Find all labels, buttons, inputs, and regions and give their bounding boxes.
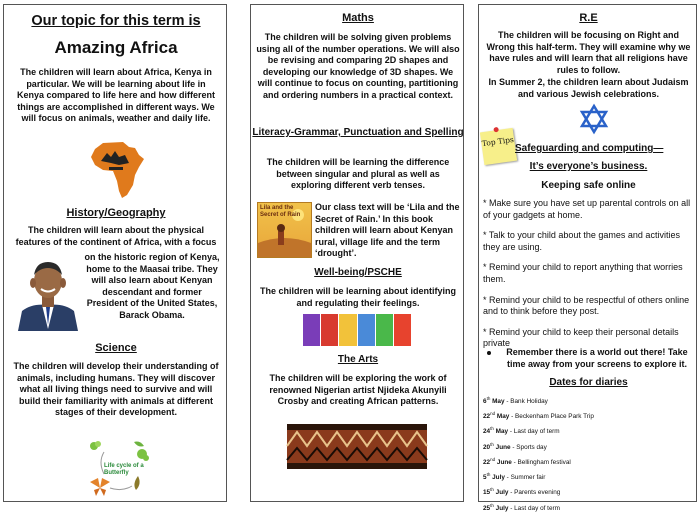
date-item: 24th May - Last day of term [483,426,560,436]
date-item: 22nd May - Beckenham Place Park Trip [483,411,594,421]
wellbeing-heading: Well-being/PSCHE [314,267,402,278]
date-item: 6th May - Bank Holiday [483,396,548,406]
history-text-1: The children will learn about the physical features of the continent of Africa, with a focus [15,225,217,247]
everyones-business-heading: It’s everyone’s business. [529,161,648,172]
science-heading: Science [95,342,137,354]
top-tips-note [480,128,517,165]
history-text-2: on the historic region of Kenya, home to the Maasai tribe. They will also learn about Kenyan descendant and former President of the United States, Barack Obama. [84,252,220,320]
star-of-david-icon [580,104,608,134]
literacy-heading: Literacy-Grammar, Punctuation and Spelling [252,127,464,138]
wellbeing-text: The children will be learning about identifying and regulating their feelings. [259,286,456,308]
history-heading: History/Geography [66,207,166,219]
remember-text: Remember there is a world out there! Take time away from your screens to explore it. [506,347,688,369]
re-text-2: In Summer 2, the children learn about Judaism and various Jewish celebrations. [488,77,689,99]
date-item: 25th July - Last day of term [483,502,560,512]
arts-heading: The Arts [337,354,379,365]
panel-topic [3,4,227,502]
science-text: The children will develop their understanding of animals, including humans. They will discover what all living things need to survive and will build their familiarity with animals at different stages of their development. [13,361,219,418]
panel-subjects [250,4,464,502]
african-pattern-image [287,424,427,469]
safeguarding-heading: Safeguarding and computing— [515,143,664,154]
class-text-description: Our class text will be ‘Lila and the Secret of Rain.’ In this book children will learn about Kenyan rural, village life and the term ‘drought’. [315,202,460,259]
africa-map-image [89,141,145,199]
topic-heading: Our topic for this term is [31,13,201,29]
emotions-characters-image [303,314,411,346]
tip-item: * Talk to your child about the games and activities they are using. [483,230,680,252]
date-item: 5th July - Summer fair [483,472,546,482]
keeping-safe-heading: Keeping safe online [541,180,636,191]
arts-text: The children will be exploring the work of renowned Nigerian artist Njideka Akunyili Crosby and creating African patterns. [269,373,447,407]
tip-item: * Remind your child to report anything that worries them. [483,262,683,284]
tip-item: * Remind your child to keep their personal details private [483,326,679,349]
re-text-1: The children will be focusing on Right and Wrong this half-term. They will examine why we have rules and will learn that all religions have rules to follow. [486,30,691,75]
intro-text: The children will learn about Africa, Kenya in particular. We will be learning about life in Kenya compared to life here and how different things are accomplished in different ways. We will focus on animals, weather and daily life. [16,67,216,124]
dates-heading: Dates for diaries [549,377,628,388]
date-item: 20th June - Sports day [483,441,547,451]
topic-title: Amazing Africa [54,38,178,57]
maths-text: The children will be solving given problems using all of the number operations. We will also be revising and comparing 2D shapes and developing our knowledge of 3D shapes. We will continue to focus on counting, partitioning and ordering numbers in a practical context. [256,32,460,100]
maths-heading: Maths [342,12,374,24]
book-cover-image [257,202,312,258]
date-item: 22nd June - Bellingham festival [483,456,571,466]
tip-item: * Make sure you have set up parental controls on all of your gadgets at home. [483,198,691,220]
dates-list [483,393,594,515]
tip-item: * Remind your child to be respectful of others online and to think before they post. [483,294,690,317]
tips-list [483,198,695,350]
date-item: 15th July - Parents evening [483,487,561,497]
obama-portrait-image [16,255,80,331]
bullet-dot-icon [487,351,491,355]
top-tips-label: Top Tips [481,134,515,149]
re-heading: R.E [579,12,598,24]
book-cover-title: Lila and the Secret of Rain [260,205,301,218]
lifecycle-label: Life cycle of a Butterfly [104,463,144,476]
literacy-text: The children will be learning the difference between singular and plural as well as exploring different verb tenses. [266,157,450,191]
panel-re-safeguarding [478,4,697,512]
